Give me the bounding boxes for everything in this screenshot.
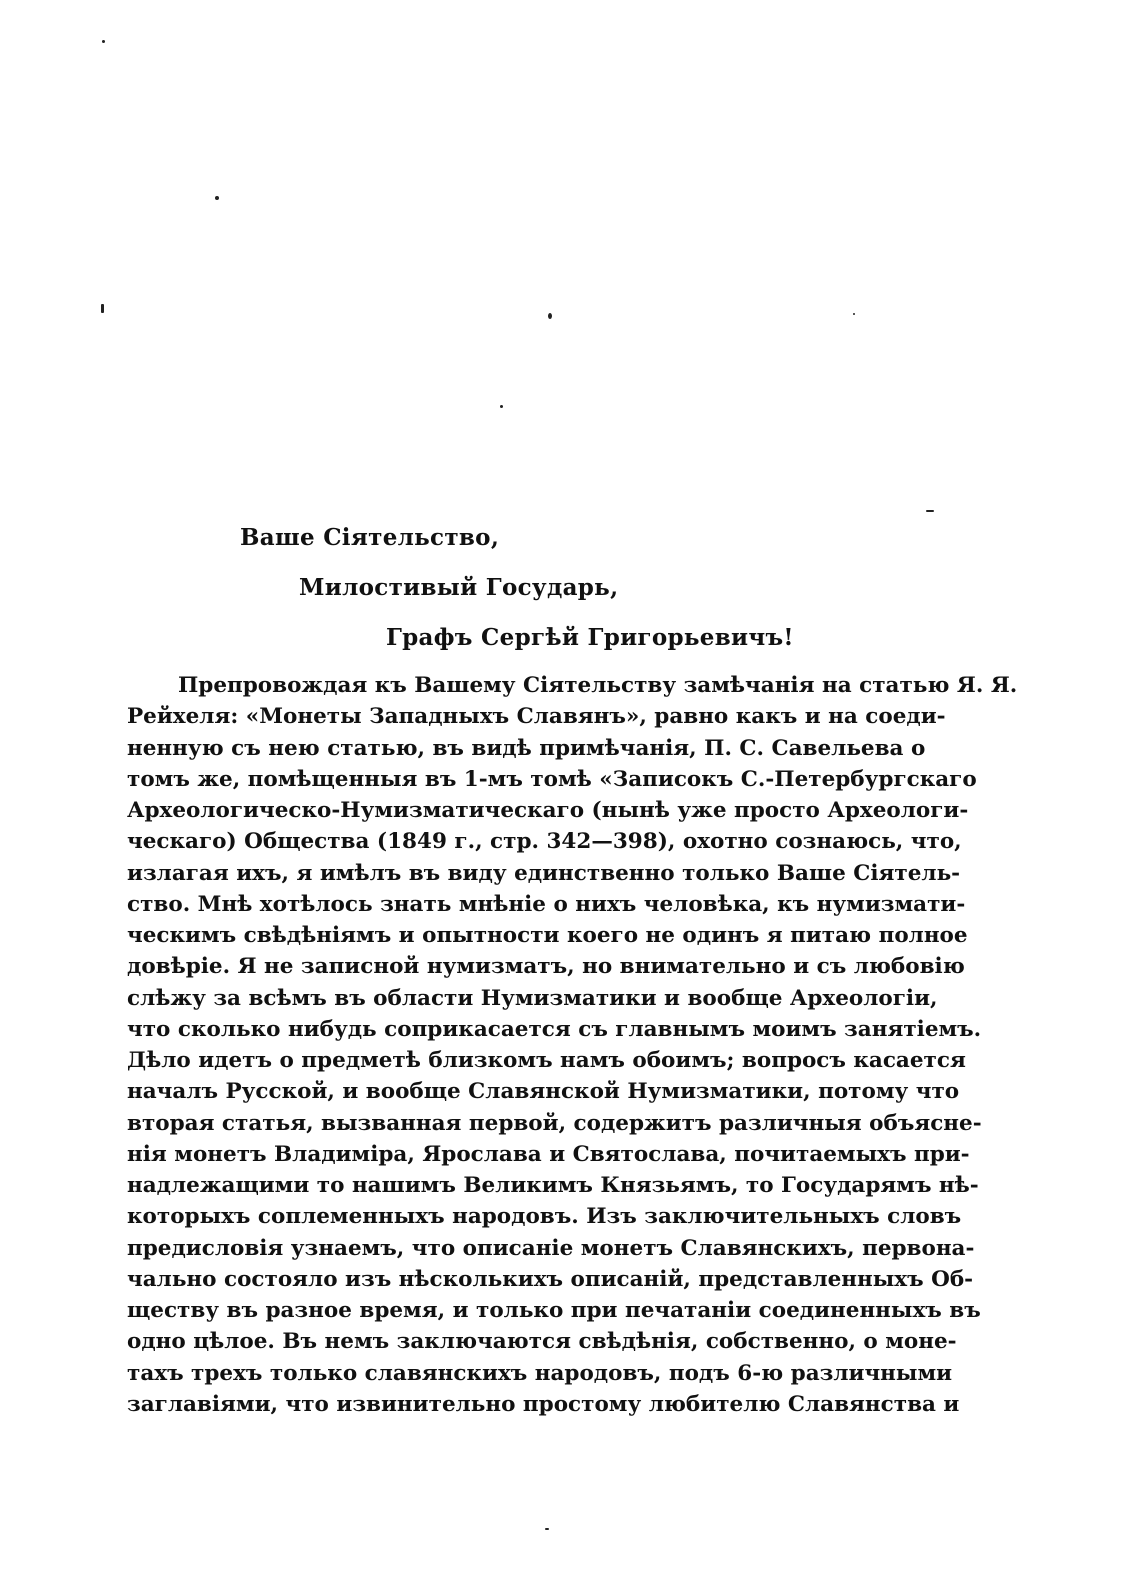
body-line: Дѣло идетъ о предметѣ близкомъ намъ обоимъ; вопросъ касается (127, 1048, 966, 1073)
body-line: Археологическо-Нумизматическаго (нынѣ уже просто Археологи- (127, 798, 969, 823)
body-line: нія монетъ Владиміра, Ярослава и Святослава, почитаемыхъ при- (127, 1141, 970, 1167)
salutation-line-3: Графъ Сергѣй Григорьевичъ! (386, 624, 794, 651)
body-line: вторая статья, вызванная первой, содержитъ различныя объясне- (127, 1110, 982, 1136)
scan-speck (853, 313, 855, 315)
body-line: Рейхеля: «Монеты Западныхъ Славянъ», равно какъ и на соеди- (127, 704, 946, 730)
body-line: ществу въ разное время, и только при печатаніи соединенныхъ въ (127, 1298, 981, 1323)
salutation-line-2: Милостивый Государь, (299, 574, 619, 601)
body-line: ненную съ нею статью, въ видѣ примѣчанія, П. С. Савельева о (127, 735, 926, 761)
body-line: одно цѣлое. Въ немъ заключаются свѣдѣнія, собственно, о моне- (127, 1329, 957, 1355)
body-line: излагая ихъ, я имѣлъ въ виду единственно только Ваше Сіятель- (127, 860, 961, 886)
body-line: чально состояло изъ нѣсколькихъ описаній, представленныхъ Об- (127, 1266, 974, 1292)
body-line: началъ Русской, и вообще Славянской Нумизматики, потому что (127, 1079, 960, 1105)
body-line: что сколько нибудь соприкасается съ главнымъ моимъ занятіемъ. (127, 1016, 982, 1042)
scan-speck (548, 313, 552, 319)
scan-speck (101, 304, 104, 313)
scan-speck (545, 1528, 549, 1530)
scan-speck (102, 40, 105, 43)
body-line: надлежащими то нашимъ Великимъ Князьямъ, то Государямъ нѣ- (127, 1173, 979, 1198)
body-line: которыхъ соплеменныхъ народовъ. Изъ заключительныхъ словъ (127, 1204, 962, 1230)
body-line: предисловія узнаемъ, что описаніе монетъ Славянскихъ, первона- (127, 1235, 975, 1261)
body-line: слѣжу за всѣмъ въ области Нумизматики и вообще Археологіи, (127, 985, 938, 1011)
body-line: Препровождая къ Вашему Сіятельству замѣчанія на статью Я. Я. (178, 673, 1018, 698)
scan-speck (500, 405, 503, 408)
body-line: довѣріе. Я не записной нумизматъ, но внимательно и съ любовію (127, 954, 965, 980)
scan-speck (926, 510, 934, 512)
scan-speck (215, 196, 219, 200)
salutation-line-1: Ваше Сіятельство, (240, 524, 500, 551)
body-line: ческимъ свѣдѣніямъ и опытности коего не одинъ я питаю полное (127, 923, 968, 948)
body-line: заглавіями, что извинительно простому любителю Славянства и (127, 1391, 960, 1417)
body-line: ческаго) Общества (1849 г., стр. 342—398), охотно сознаюсь, что, (127, 829, 962, 855)
body-line: тахъ трехъ только славянскихъ народовъ, подъ 6-ю различными (127, 1360, 953, 1386)
body-line: томъ же, помѣщенныя въ 1-мъ томѣ «Записокъ С.-Петербургскаго (127, 766, 977, 792)
body-line: ство. Мнѣ хотѣлось знать мнѣніе о нихъ человѣка, къ нумизмати- (127, 891, 966, 917)
letter-body (127, 670, 1018, 1420)
